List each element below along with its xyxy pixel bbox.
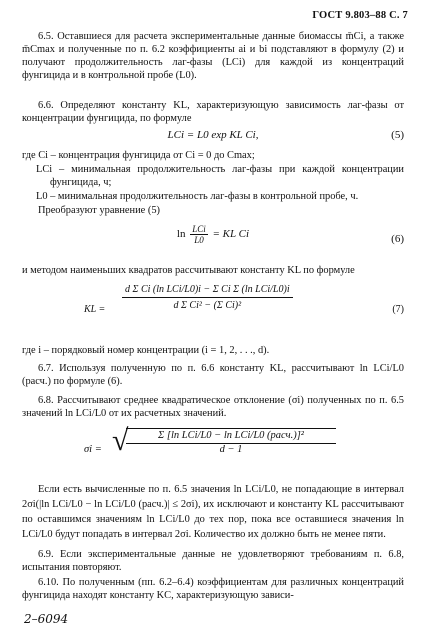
definition-ci: где Ci – концентрация фунгицида от Ci = 0 до Cmax;: [22, 150, 255, 161]
equation-5: [22, 122, 404, 150]
paragraph-6-5: 6.5. Оставшиеся для расчета экспериментальные данные биомассы m̄Ci, а также m̄Cmax и полученные по п. 6.2 коэффициенты ai и bi подставляют в формулу (2) и получают продолжительность лаг-фазы (LCi) для каждой из концентраций фунгицида и в контрольной пробе (L0).: [22, 31, 404, 81]
definition-i: где i – порядковый номер концентрации (i = 1, 2, . . ., d).: [22, 345, 270, 356]
sigma-fraction: [126, 428, 336, 455]
paragraph-6-8: 6.8. Рассчитывают среднее квадратическое отклонение (σi) полученных по п. 6.5 значений ln LCi/L0 от их расчетных значений.: [22, 395, 404, 419]
equation-7-number: (7): [392, 304, 404, 315]
equation-5-body: LCi = L0 exp KL Ci,: [167, 129, 259, 141]
definition-lci: LCi – минимальная продолжительность лаг-фазы при каждой концентрации фунгицида, ч;: [36, 164, 404, 188]
equation-6-numerator: LCi: [192, 224, 206, 234]
paragraph-6-8-continued: Если есть вычисленные по п. 6.5 значения ln LCi/L0, не попадающие в интервал 2σi(|ln LCi/L0 − ln LCi/L0 (расч.)| ≤ 2σi), их исключают и константу KL рассчитывают по оставшимся значениям ln LCi/L0 до тех пор, пока все оставшиеся значения ln LCi/L0 будут попадать в интервал 2σi. Количество их должно быть не менее пяти.: [22, 484, 404, 540]
equation-6-number: (6): [391, 233, 404, 245]
equation-5-number: (5): [391, 129, 404, 141]
sigma-numerator: Σ [ln LCi/L0 − ln LCi/L0 (расч.)]²: [126, 430, 336, 444]
equation-7: [22, 278, 404, 340]
paragraph-6-9: 6.9. Если экспериментальные данные не удовлетворяют требованиям п. 6.8, испытания повторяют.: [22, 549, 404, 573]
sigma-formula: [22, 424, 404, 480]
paragraph-6-10: 6.10. По полученным (пп. 6.2–6.4) коэффициентам для различных концентраций фунгицида находят константу KC, характеризующую зависи-: [22, 577, 404, 601]
equation-7-numerator: d Σ Ci (ln LCi/L0)i − Σ Ci Σ (ln LCi/L0)i: [122, 284, 293, 298]
paragraph-6-6: 6.6. Определяют константу KL, характеризующую зависимость лаг-фазы от концентрации фунгицида, по формуле: [22, 100, 404, 124]
equation-6: [22, 220, 404, 254]
equation-7-fraction: [122, 284, 293, 311]
radical-sign: √: [112, 424, 129, 457]
equation-6-ln: ln: [176, 228, 186, 241]
equation-7-denominator: d Σ Ci² − (Σ Ci)²: [173, 300, 242, 311]
equation-6-fraction: [190, 224, 208, 245]
transform-text: Преобразуют уравнение (5): [38, 205, 160, 216]
lsq-text: и методом наименьших квадратов рассчитывают константу KL по формуле: [22, 265, 355, 276]
definition-l0: L0 – минимальная продолжительность лаг-фазы в контрольной пробе, ч.: [36, 191, 359, 202]
sigma-denominator: d − 1: [219, 444, 243, 455]
paragraph-6-7: 6.7. Используя полученную по п. 6.6 константу KL, рассчитывают ln LCi/L0 (расч.) по формуле (6).: [22, 363, 404, 387]
equation-6-body: [22, 224, 404, 245]
equation-6-rhs: = KL Ci: [212, 228, 250, 241]
equation-6-denominator: L0: [194, 235, 204, 245]
sigma-lhs: σi =: [84, 444, 102, 455]
handwritten-page-note: 2–6094: [24, 612, 69, 626]
page-header: ГОСТ 9.803–88 С. 7: [312, 10, 408, 21]
equation-7-lhs: KL =: [84, 304, 106, 315]
